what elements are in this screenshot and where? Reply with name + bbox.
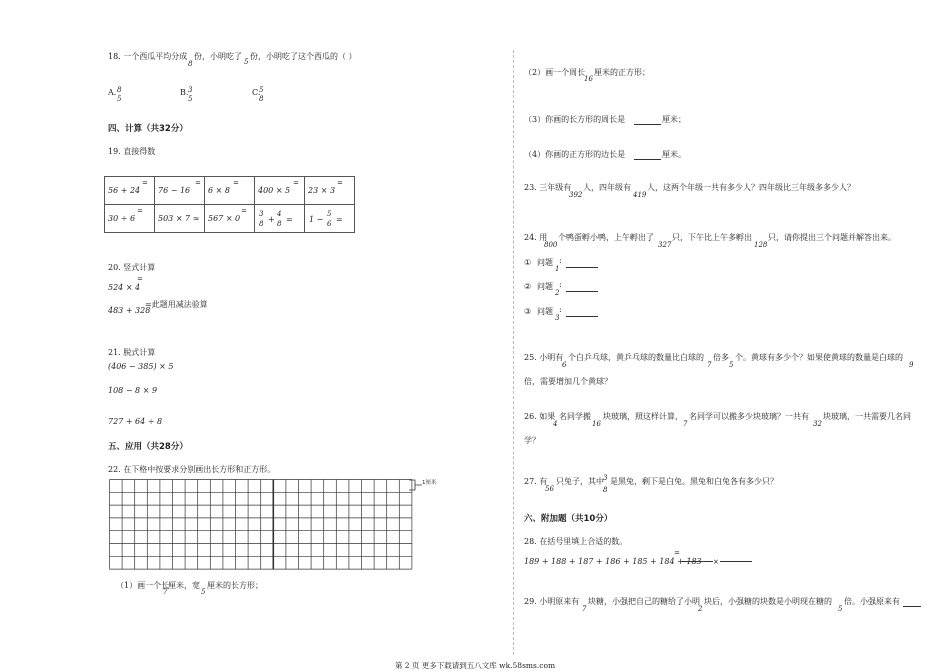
- q22-p1-text-1: （1）画一个长: [116, 581, 170, 590]
- q26-text-6: 学？: [524, 436, 540, 445]
- q29-num-1: 7: [582, 605, 587, 613]
- q24-item-1-num: 1: [555, 265, 560, 273]
- q24-num-1: 800: [544, 241, 558, 249]
- q24-text-2: 个鸭蛋孵小鸭，上午孵出了: [558, 233, 654, 242]
- q27-text-3: 是黑兔，剩下是白兔。黑兔和白兔各有多少只？: [610, 477, 778, 486]
- q21-line-2: 108 − 8 × 9: [108, 386, 158, 395]
- q29-blank[interactable]: [903, 598, 921, 607]
- q25-text-4: 个。黄球有多少个？如果使黄球的数量是白球的: [735, 353, 903, 362]
- calc-cell[interactable]: 30 ÷ 6 =: [105, 205, 155, 233]
- q22-p1-text-2: 厘米，宽: [168, 581, 200, 590]
- q26-num-4: 32: [813, 420, 822, 428]
- q21-line-1: (406 − 385) × 5: [108, 362, 174, 371]
- option-a-label[interactable]: A.: [108, 88, 117, 97]
- q24-item-1-colon: :: [559, 256, 562, 265]
- q27-frac-num: 3: [603, 474, 608, 482]
- q28-eq: =: [674, 549, 680, 557]
- q23-text-3: 人，这两个年级一共有多少人？四年级比三年级多多少人？: [647, 183, 855, 192]
- q22-p2-text-1: （2）画一个周长: [524, 68, 586, 77]
- grid-legend: 1厘米: [422, 480, 437, 486]
- q21-title: 21. 脱式计算: [108, 348, 156, 357]
- calc-cell[interactable]: 567 × 0 =: [205, 205, 255, 233]
- page-footer: 第 2 页 更多下载请到五八文库 wk.58sms.com: [394, 661, 556, 670]
- q22-p1-num-1: 7: [163, 588, 168, 596]
- q20-line-1: 524 × 4: [108, 283, 141, 292]
- q18-text-2: 份，小明吃了: [194, 52, 242, 61]
- q19-title: 19. 直接得数: [108, 147, 156, 156]
- q24-item-2-num: 2: [555, 289, 560, 297]
- q27-text-2: 只兔子，其中: [556, 477, 604, 486]
- calc-cell-fraction[interactable]: 3 8 + 4 8 =: [255, 205, 305, 233]
- q25-num-3: 5: [729, 361, 734, 369]
- q24-item-3-text: 问题: [537, 307, 553, 316]
- q29-text-3: 块后，小强糖的块数是小明现在糖的: [704, 597, 832, 606]
- q25-text-2: 个白乒乓球，黄乒乓球的数量比白球的: [568, 353, 704, 362]
- q24-text-1: 24. 用: [524, 233, 548, 242]
- q29-text-4: 倍。小强原来有: [844, 597, 900, 606]
- q26-text-4: 名同学可以搬多少块玻璃？一共有: [689, 412, 809, 421]
- q24-answer-2-blank[interactable]: [566, 283, 598, 292]
- q22-p3-unit: 厘米；: [662, 115, 686, 124]
- q22-p1-text-3: 厘米的长方形；: [207, 581, 263, 590]
- drawing-grid[interactable]: [109, 479, 414, 570]
- q24-item-3-mark: ③: [524, 307, 532, 316]
- q20-title: 20. 竖式计算: [108, 263, 156, 272]
- q22-p4-text: （4）你画的正方形的边长是: [524, 150, 626, 159]
- q24-item-3-num: 3: [555, 314, 560, 322]
- q22-title: 22. 在下格中按要求分别画出长方形和正方形。: [108, 465, 276, 474]
- q29-text-2: 块糖，小强把自己的糖给了小明: [588, 597, 700, 606]
- q24-item-2-mark: ②: [524, 282, 532, 291]
- q22-p3-blank[interactable]: [634, 116, 661, 125]
- q26-text-3: 块玻璃，照这样计算，: [603, 412, 683, 421]
- q18-num-2: 5: [244, 58, 249, 66]
- q24-num-2: 327: [658, 241, 672, 249]
- q28-times: ×: [713, 558, 719, 566]
- calc-cell-fraction[interactable]: 1 − 5 6 =: [305, 205, 355, 233]
- option-a-den: 5: [117, 95, 122, 103]
- calc-cell[interactable]: 6 × 8 =: [205, 177, 255, 205]
- option-c-num: 5: [259, 86, 264, 94]
- q23-text-2: 人，四年级有: [583, 183, 631, 192]
- q29-text-1: 29. 小明原来有: [524, 597, 580, 606]
- q19-calc-table: [104, 176, 355, 233]
- calc-cell[interactable]: 400 × 5 =: [255, 177, 305, 205]
- q26-num-1: 4: [553, 420, 558, 428]
- q24-text-3: 只，下午比上午多孵出: [672, 233, 752, 242]
- q27-frac-den: 8: [603, 486, 608, 494]
- q25-num-4: 9: [909, 361, 914, 369]
- option-c-den: 8: [259, 95, 264, 103]
- q25-num-1: 6: [562, 361, 567, 369]
- column-divider: [513, 50, 514, 655]
- q26-text-1: 26. 如果: [524, 412, 556, 421]
- q25-num-2: 7: [707, 361, 712, 369]
- calc-cell[interactable]: 23 × 3 =: [305, 177, 355, 205]
- q22-p4-unit: 厘米。: [662, 150, 686, 159]
- q24-item-1-text: 问题: [537, 258, 553, 267]
- q25-text-5: 倍，需要增加几个黄球？: [524, 377, 612, 386]
- q25-text-1: 25. 小明有: [524, 353, 564, 362]
- q24-answer-1-blank[interactable]: [566, 259, 598, 268]
- option-b-num: 3: [188, 86, 193, 94]
- calc-cell[interactable]: 76 − 16 =: [155, 177, 205, 205]
- q28-expression: 189 + 188 + 187 + 186 + 185 + 184 + 183: [524, 557, 702, 566]
- q26-num-3: 7: [683, 420, 688, 428]
- q23-num-1: 392: [569, 191, 583, 199]
- q27-num-1: 56: [545, 485, 554, 493]
- q28-blank-1[interactable]: [681, 553, 713, 562]
- q20-line-2: 483 + 328: [108, 306, 151, 315]
- q20-verify: =此题用减法验算: [145, 300, 208, 309]
- q22-p3-text: （3）你画的长方形的周长是: [524, 115, 626, 124]
- section-5-heading: 五、应用（共28分）: [108, 442, 188, 452]
- q28-blank-2[interactable]: [720, 553, 752, 562]
- section-4-heading: 四、计算（共32分）: [108, 124, 188, 134]
- q27-text-1: 27. 有: [524, 477, 548, 486]
- q18-text-1: 18. 一个西瓜平均分成: [108, 52, 188, 61]
- q26-num-2: 16: [592, 420, 601, 428]
- q23-text-1: 23. 三年级有: [524, 183, 572, 192]
- q23-num-2: 419: [633, 191, 647, 199]
- calc-cell[interactable]: 503 × 7 ≈: [155, 205, 205, 233]
- q22-p2-text-2: 厘米的正方形；: [594, 68, 650, 77]
- q24-answer-3-blank[interactable]: [566, 308, 598, 317]
- q28-title: 28. 在括号里填上合适的数。: [524, 537, 628, 546]
- q24-item-1-mark: ①: [524, 258, 532, 267]
- option-b-den: 5: [188, 95, 193, 103]
- q29-num-3: 5: [838, 605, 843, 613]
- q25-text-3: 倍多: [713, 353, 729, 362]
- q24-item-2-colon: :: [559, 280, 562, 289]
- calc-cell[interactable]: 56 + 24 =: [105, 177, 155, 205]
- q26-text-5: 块玻璃，一共需要几名同: [823, 412, 911, 421]
- q20-eq: =: [137, 275, 143, 283]
- q24-item-2-text: 问题: [537, 282, 553, 291]
- q21-line-3: 727 + 64 ÷ 8: [108, 417, 163, 426]
- q29-num-2: 2: [698, 605, 703, 613]
- option-a-num: 8: [117, 86, 122, 94]
- option-c-label[interactable]: C.: [252, 88, 261, 97]
- q22-p4-blank[interactable]: [634, 151, 661, 160]
- q24-item-3-colon: :: [559, 305, 562, 314]
- q18-num-1: 8: [188, 60, 193, 68]
- q26-text-2: 名同学搬: [559, 412, 591, 421]
- q18-text-3: 份，小明吃了这个西瓜的（ ）: [250, 52, 357, 61]
- section-6-heading: 六、附加题（共10分）: [524, 514, 613, 524]
- q24-num-3: 128: [754, 241, 768, 249]
- option-b-label[interactable]: B.: [180, 88, 189, 97]
- q22-p2-num: 16: [584, 75, 593, 83]
- q24-text-4: 只，请你提出三个问题并解答出来。: [768, 233, 896, 242]
- q22-p1-num-2: 5: [201, 588, 206, 596]
